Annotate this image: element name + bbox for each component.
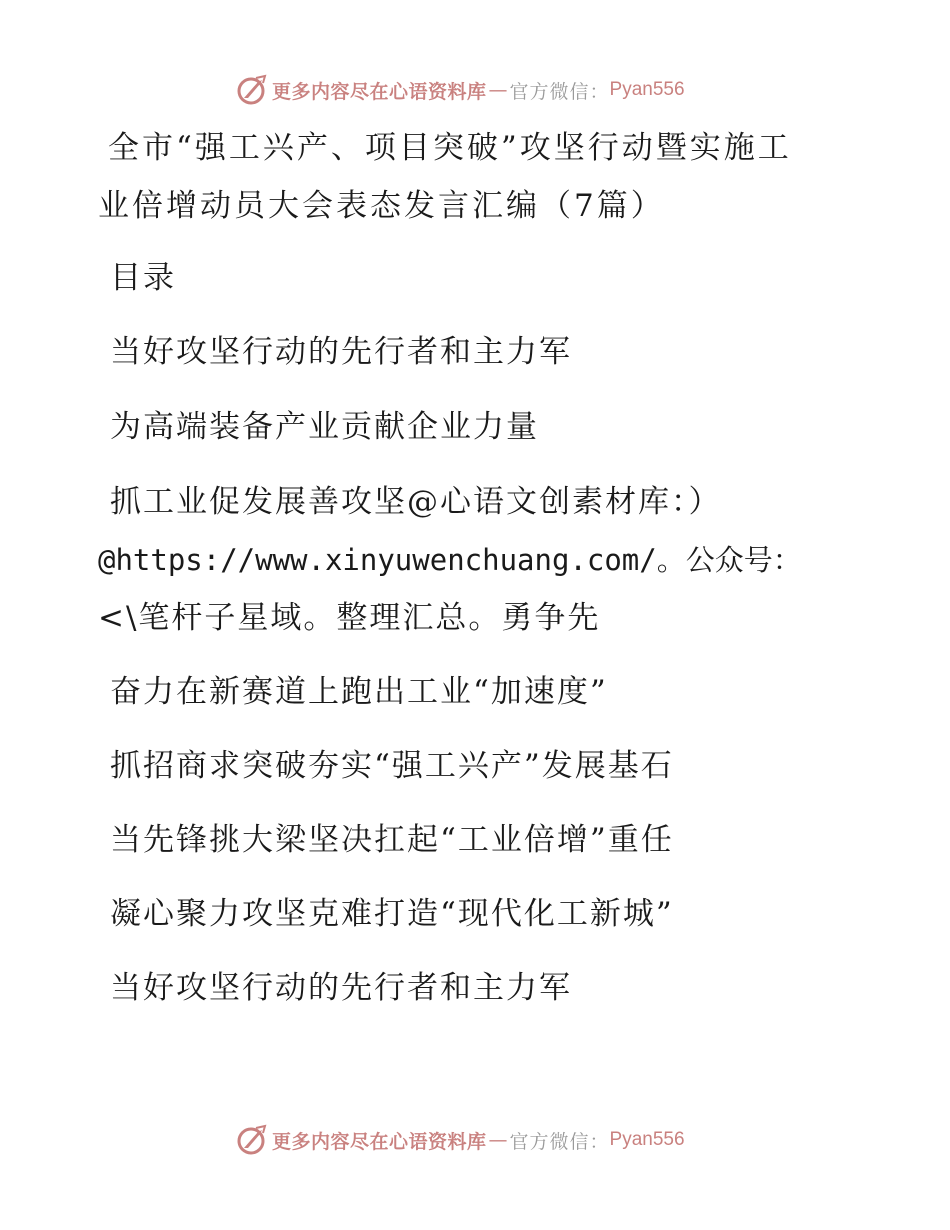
toc-item-url-line: @https://www.xinyuwenchuang.com/。公众号： bbox=[98, 543, 802, 577]
quill-logo-icon bbox=[236, 1124, 268, 1156]
toc-item: 凝心聚力攻坚克难打造“现代化工新城” bbox=[110, 896, 674, 932]
document-title-line-1: 全市“强工兴产、项目突破”攻坚行动暨实施工 bbox=[108, 130, 792, 166]
document-title-line-2: 业倍增动员大会表态发言汇编（7篇） bbox=[98, 188, 665, 224]
toc-item: 当好攻坚行动的先行者和主力军 bbox=[110, 334, 572, 370]
footer-watermark bbox=[236, 1122, 685, 1158]
watermark-brand: 更多内容尽在心语资料库 bbox=[272, 1130, 487, 1153]
watermark-official-label: 官方微信： bbox=[509, 1130, 610, 1153]
watermark-dash: — bbox=[488, 1129, 508, 1151]
toc-heading: 目录 bbox=[110, 260, 176, 296]
watermark-wechat-id: Pyan556 bbox=[609, 1129, 685, 1150]
toc-item: 抓招商求突破夯实“强工兴产”发展基石 bbox=[110, 748, 674, 784]
quill-logo-icon bbox=[236, 74, 268, 106]
toc-item: 为高端装备产业贡献企业力量 bbox=[110, 409, 539, 445]
watermark-dash: — bbox=[488, 79, 508, 101]
toc-item: 当好攻坚行动的先行者和主力军 bbox=[110, 970, 572, 1006]
toc-item: 当先锋挑大梁坚决扛起“工业倍增”重任 bbox=[110, 822, 674, 858]
toc-item: 抓工业促发展善攻坚@心语文创素材库：） bbox=[110, 484, 722, 520]
watermark-official-label: 官方微信： bbox=[509, 80, 610, 103]
watermark-brand: 更多内容尽在心语资料库 bbox=[272, 80, 487, 103]
watermark-wechat-id: Pyan556 bbox=[609, 79, 685, 100]
toc-item: <\笔杆子星域。整理汇总。勇争先 bbox=[98, 600, 601, 636]
header-watermark bbox=[236, 72, 685, 108]
toc-item: 奋力在新赛道上跑出工业“加速度” bbox=[110, 674, 608, 710]
